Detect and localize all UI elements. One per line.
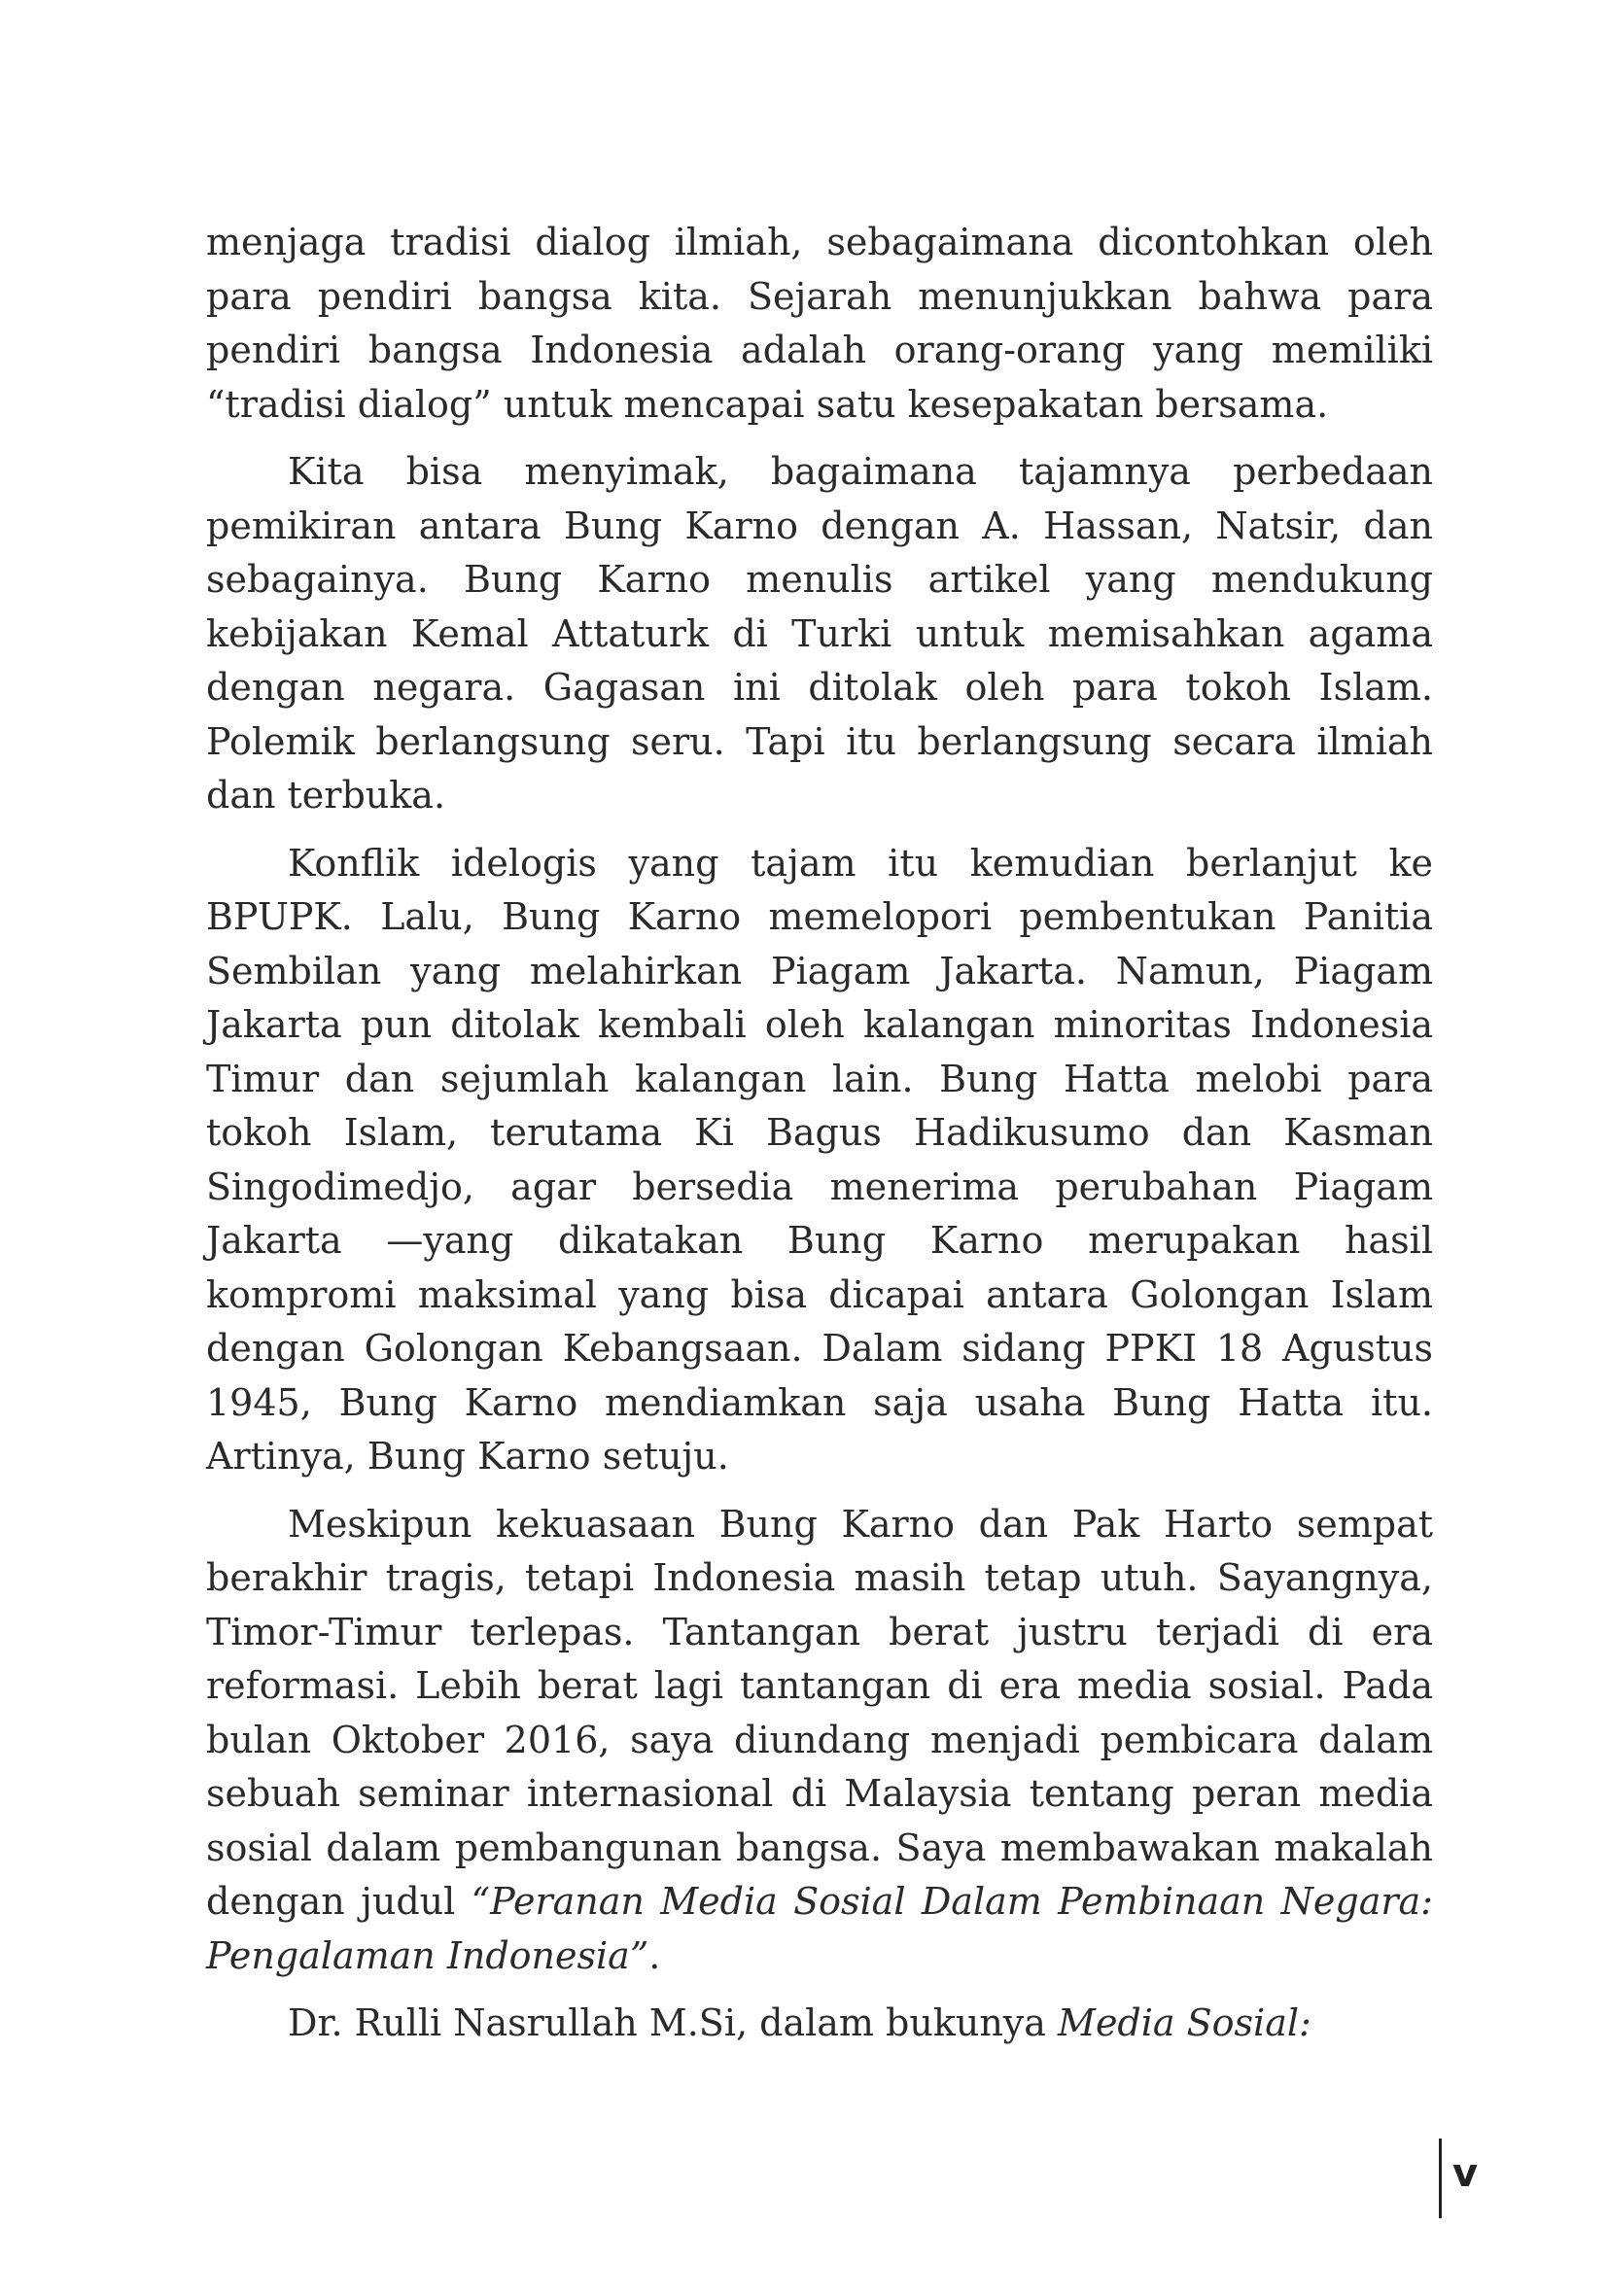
paragraph-1-text: menjaga tradisi dialog ilmiah, sebagaimana dicontohkan oleh para pendiri bangsa kita. Sejarah menunjukkan bahwa para pendiri bangsa Indonesia adalah orang-orang yang memiliki “tradisi dialog” untuk mencapai satu kesepakatan bersama. bbox=[206, 221, 1433, 426]
page-number: v bbox=[1452, 2151, 1479, 2196]
paragraph-3 bbox=[206, 837, 1433, 1484]
paper-title: “Peranan Media Sosial Dalam Pembinaan Negara: Pengalaman Indonesia” bbox=[206, 1880, 1433, 1977]
body-text bbox=[206, 216, 1433, 2065]
paragraph-4-tail: . bbox=[648, 1933, 661, 1977]
paragraph-4-text: Meskipun kekuasaan Bung Karno dan Pak Harto sempat berakhir tragis, tetapi Indonesia masih tetap utuh. Sayangnya, Timor-Timur terlepas. Tantangan berat justru terjadi di era reformasi. Lebih berat lagi tantangan di era media sosial. Pada bulan Oktober 2016, saya diundang menjadi pembicara dalam sebuah seminar internasional di Malaysia tentang peran media sosial dalam pembangunan bangsa. Saya membawakan makalah dengan judul bbox=[206, 1502, 1433, 1923]
paragraph-4 bbox=[206, 1498, 1433, 1984]
paragraph-3-text: Konflik idelogis yang tajam itu kemudian berlanjut ke BPUPK. Lalu, Bung Karno memelopori pembentukan Panitia Sembilan yang melahirkan Piagam Jakarta. Namun, Piagam Jakarta pun ditolak kembali oleh kalangan minoritas Indonesia Timur dan sejumlah kalangan lain. Bung Hatta melobi para tokoh Islam, terutama Ki Bagus Hadikusumo dan Kasman Singodimedjo, agar bersedia menerima perubahan Piagam Jakarta —yang dikatakan Bung Karno merupakan hasil kompromi maksimal yang bisa dicapai antara Golongan Islam dengan Golongan Kebangsaan. Dalam sidang PPKI 18 Agustus 1945, Bung Karno mendiamkan saja usaha Bung Hatta itu. Artinya, Bung Karno setuju. bbox=[206, 841, 1433, 1478]
paragraph-2-text: Kita bisa menyimak, bagaimana tajamnya perbedaan pemikiran antara Bung Karno dengan A. Hassan, Natsir, dan sebagainya. Bung Karno menulis artikel yang mendukung kebijakan Kemal Attaturk di Turki untuk memisahkan agama dengan negara. Gagasan ini ditolak oleh para tokoh Islam. Polemik berlangsung seru. Tapi itu berlangsung secara ilmiah dan terbuka. bbox=[206, 450, 1433, 817]
paragraph-5 bbox=[206, 1997, 1433, 2051]
page-number-divider bbox=[1439, 2139, 1442, 2218]
book-title: Media Sosial: bbox=[1058, 2001, 1311, 2044]
paragraph-1 bbox=[206, 216, 1433, 432]
paragraph-5-text: Dr. Rulli Nasrullah M.Si, dalam bukunya bbox=[288, 2001, 1046, 2044]
paragraph-2 bbox=[206, 445, 1433, 823]
